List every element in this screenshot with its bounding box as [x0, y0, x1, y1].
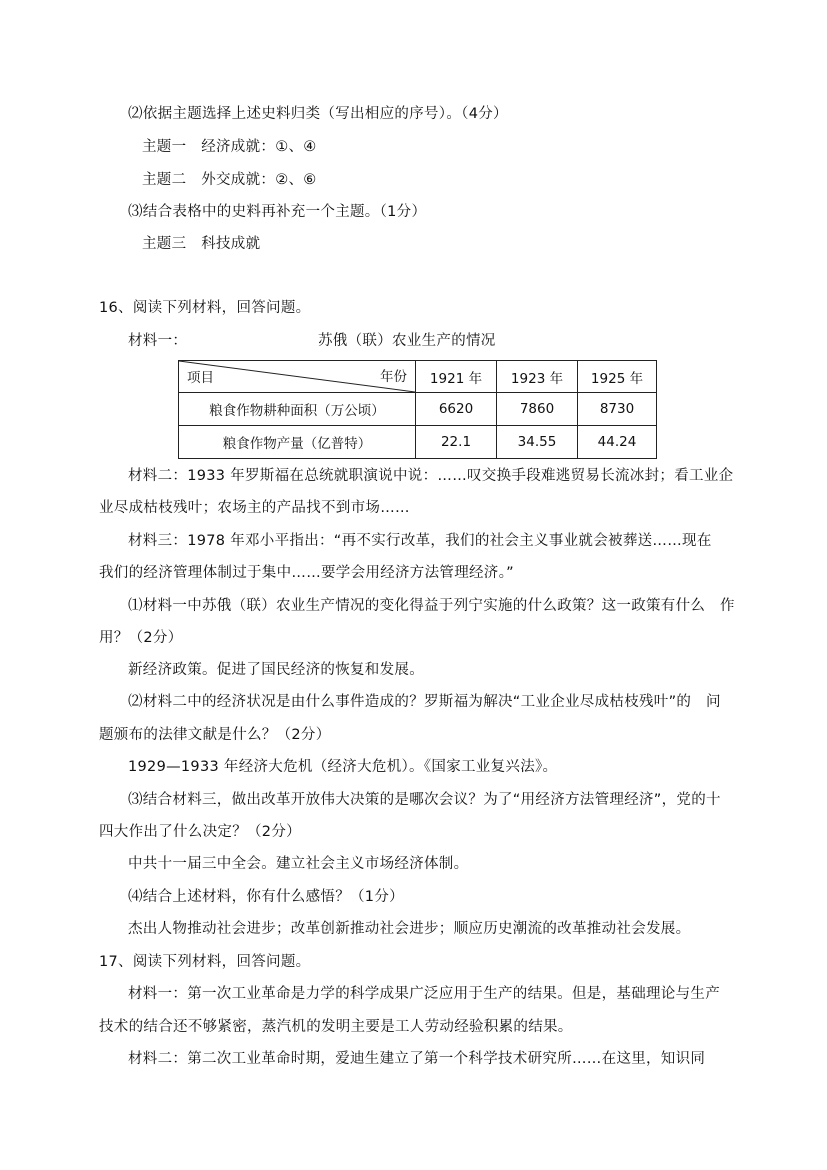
q16-answer1: 新经济政策。促进了国民经济的恢复和发展。 — [128, 662, 424, 678]
table-title: 苏俄（联）农业生产的情况 — [318, 333, 496, 349]
q17-heading: 17、阅读下列材料，回答问题。 — [99, 954, 311, 970]
q16-material3-line2: 我们的经济管理体制过于集中……要学会用经济方法管理经济。” — [99, 565, 514, 581]
q16-material3-line1: 材料三：1978 年邓小平指出：“再不实行改革，我们的社会主义事业就会被葬送……现在 — [128, 533, 712, 549]
q17-material2-line1: 材料二：第二次工业革命时期，爱迪生建立了第一个科学技术研究所……在这里，知识同 — [128, 1051, 706, 1067]
table-cell: 8730 — [578, 393, 657, 426]
table-cell: 22.1 — [416, 426, 497, 459]
table-row — [179, 426, 657, 459]
q16-sub2-line1: ⑵材料二中的经济状况是由什么事件造成的？罗斯福为解决“工业企业尽成枯枝残叶”的 问 — [128, 694, 721, 710]
q17-material1-line2: 技术的结合还不够紧密，蒸汽机的发明主要是工人劳动经验积累的结果。 — [99, 1019, 573, 1035]
table-row — [179, 393, 657, 426]
row-label: 粮食作物耕种面积（万公顷） — [179, 393, 416, 426]
q16-answer2: 1929—1933 年经济大危机（经济大危机）。《国家工业复兴法》。 — [128, 759, 558, 775]
q16-sub1-line1: ⑴材料一中苏俄（联）农业生产情况的变化得益于列宁实施的什么政策？这一政策有什么 作 — [128, 598, 735, 614]
year-header: 1925 年 — [578, 361, 657, 393]
q15-theme3: 主题三 科技成就 — [142, 236, 261, 252]
q16-answer4: 杰出人物推动社会进步；改革创新推动社会进步；顺应历史潮流的改革推动社会发展。 — [128, 921, 691, 937]
row-label: 粮食作物产量（亿普特） — [179, 426, 416, 459]
year-header: 1923 年 — [497, 361, 578, 393]
q17-material1-line1: 材料一：第一次工业革命是力学的科学成果广泛应用于生产的结果。但是，基础理论与生产 — [128, 986, 720, 1002]
q16-sub3-line1: ⑶结合材料三，做出改革开放伟大决策的是哪次会议？为了“用经济方法管理经济”，党的十 — [128, 792, 721, 808]
table-cell: 44.24 — [578, 426, 657, 459]
q15-sub2-question: ⑵依据主题选择上述史料归类（写出相应的序号）。（4分） — [128, 106, 508, 122]
q16-sub1-line2: 用？（2分） — [99, 630, 183, 646]
year-header: 1921 年 — [416, 361, 497, 393]
q16-material2-line2: 业尽成枯枝残叶；农场主的产品找不到市场…… — [99, 500, 410, 516]
q15-theme2: 主题二 外交成就：②、⑥ — [142, 172, 317, 188]
q16-heading: 16、阅读下列材料，回答问题。 — [99, 300, 311, 316]
q16-material2-line1: 材料二：1933 年罗斯福在总统就职演说中说：……叹交换手段难逃贸易长流冰封；看工业企 — [128, 468, 734, 484]
q16-material1-label: 材料一： — [128, 333, 188, 349]
table-cell: 6620 — [416, 393, 497, 426]
table-header-row — [179, 361, 657, 393]
q16-sub4: ⑷结合上述材料，你有什么感悟？（1分） — [128, 889, 404, 905]
q15-theme1: 主题一 经济成就：①、④ — [142, 139, 317, 155]
agriculture-table — [178, 360, 657, 459]
q16-sub2-line2: 题颁布的法律文献是什么？（2分） — [99, 727, 331, 743]
q16-sub3-line2: 四大作出了什么决定？（2分） — [99, 824, 301, 840]
table-cell: 34.55 — [497, 426, 578, 459]
table-cell: 7860 — [497, 393, 578, 426]
q16-answer3: 中共十一届三中全会。建立社会主义市场经济体制。 — [128, 856, 469, 872]
q15-sub3-question: ⑶结合表格中的史料再补充一个主题。（1分） — [128, 204, 427, 220]
header-year-label: 年份 — [380, 369, 407, 385]
header-item-label: 项目 — [187, 370, 214, 386]
diagonal-header-cell — [179, 361, 416, 393]
